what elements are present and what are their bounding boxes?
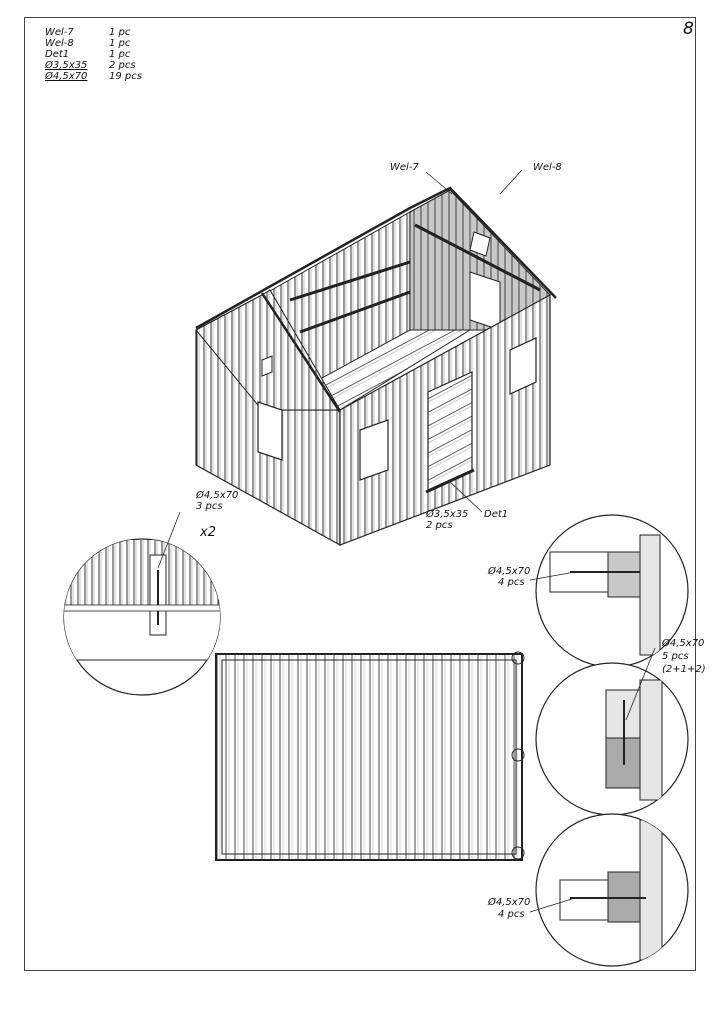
part-qty: 1 pc: [109, 27, 131, 38]
detail-circle-bottom: [530, 814, 688, 966]
label-wel8: Wel-8: [533, 162, 562, 173]
label-wel7: Wel-7: [390, 162, 419, 173]
leader-wel7: [426, 172, 452, 194]
leader-wel8: [500, 170, 522, 194]
page-number: 8: [683, 19, 694, 39]
part-qty: 1 pc: [109, 38, 131, 49]
building-isometric: [196, 188, 556, 545]
part-name: Wel-8: [45, 38, 74, 49]
part-name: Wel-7: [45, 27, 74, 38]
part-name: Ø4,5x70: [45, 71, 88, 82]
part-qty: 1 pc: [109, 49, 131, 60]
part-name: Ø3,5x35: [45, 60, 88, 71]
det1-screw-qty: 2 pcs: [426, 520, 453, 531]
detail-mid-qty: 5 pcs: [662, 651, 689, 662]
detail-bot-size: Ø4,5x70: [488, 897, 531, 908]
corner-screw-qty: 3 pcs: [196, 501, 223, 512]
detail-mid-breakdown: (2+1+2): [662, 664, 706, 675]
detail-mid-size: Ø4,5x70: [662, 638, 705, 649]
multiplier-label: x2: [200, 525, 216, 540]
part-qty: 19 pcs: [109, 71, 142, 82]
part-qty: 2 pcs: [109, 60, 136, 71]
detail-top-qty: 4 pcs: [498, 577, 525, 588]
detail-bot-qty: 4 pcs: [498, 909, 525, 920]
side-window: [258, 402, 282, 460]
front-window: [360, 420, 388, 480]
corner-screw-size: Ø4,5x70: [196, 490, 239, 501]
det1-screw-size: Ø3,5x35: [426, 509, 469, 520]
label-det1: Det1: [484, 509, 509, 520]
gable-vent: [262, 356, 272, 376]
floor-plan: [216, 652, 524, 860]
part-name: Det1: [45, 49, 70, 60]
back-doorway: [470, 272, 500, 330]
detail-top-size: Ø4,5x70: [488, 566, 531, 577]
